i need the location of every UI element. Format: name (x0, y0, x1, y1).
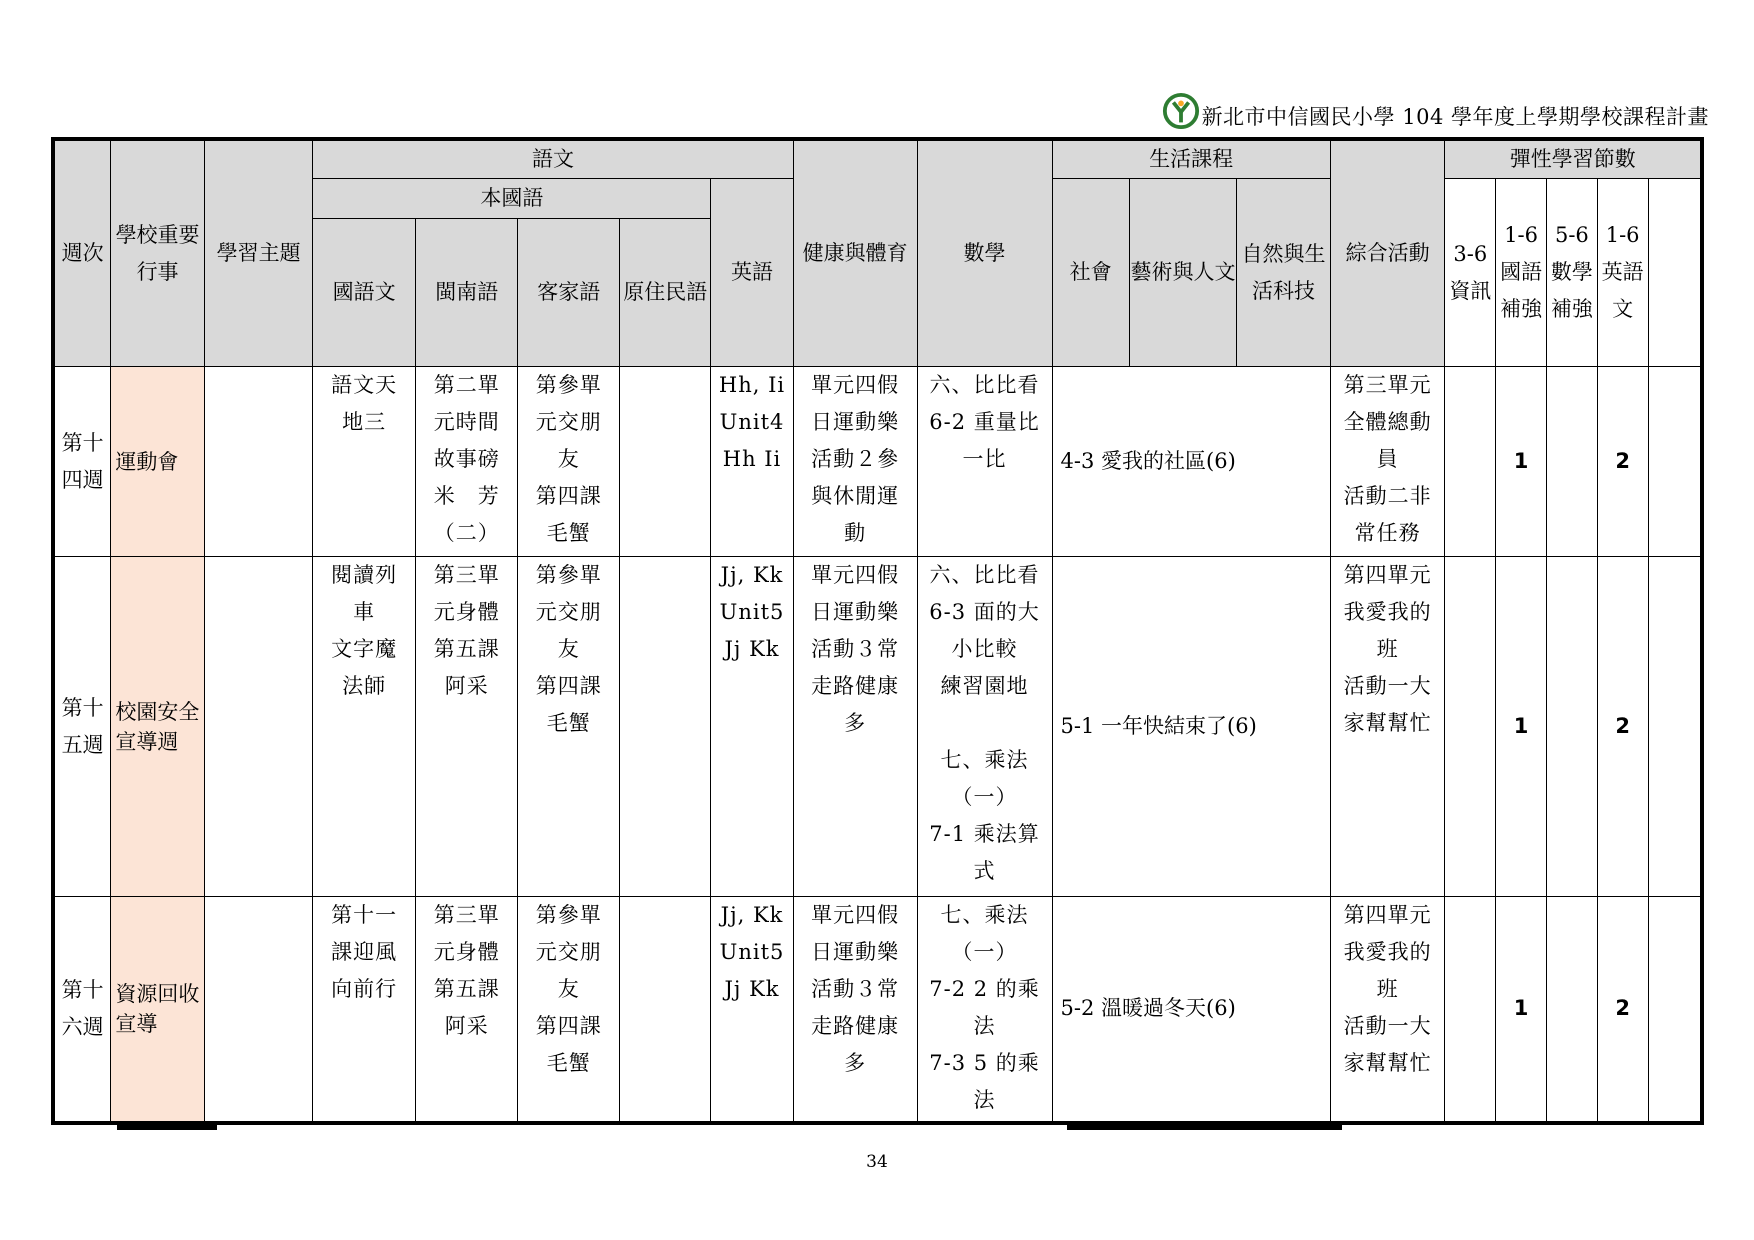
cell-line: 六、比比看 (929, 563, 1040, 587)
header-aboriginal: 原住民語 (620, 219, 711, 367)
cell-line: 活動一大 (1343, 674, 1432, 698)
cell-line: 活動２參 (811, 447, 900, 471)
cell-line: 元身體 (433, 600, 500, 624)
cell-line: 常任務 (1354, 521, 1421, 545)
cell-line: 班 (1376, 977, 1399, 1001)
cell-line: 家幫幫忙 (1343, 1051, 1432, 1075)
cell-line: 動 (844, 521, 867, 545)
cell-line: 元交朋 (535, 600, 602, 624)
cell-line: 七、乘法 (940, 903, 1029, 927)
cell-line: （一） (951, 785, 1018, 809)
cell-line: Unit4 (719, 410, 785, 434)
cell-line: Jj, Kk (720, 903, 784, 927)
cell-line: 毛蟹 (546, 521, 591, 545)
mandarin-cell (313, 367, 416, 557)
cell-line: 第四課 (535, 484, 602, 508)
header-minnan: 閩南語 (415, 219, 518, 367)
week-cell: 第十五週 (53, 557, 111, 897)
aboriginal-cell (620, 557, 711, 897)
cell-line: 第三單 (433, 563, 500, 587)
header-arts: 藝術與人文 (1129, 179, 1237, 367)
flex-math-cell (1546, 897, 1597, 1123)
english-cell (711, 557, 793, 897)
cell-line: 元交朋 (535, 410, 602, 434)
flex-english-cell: 2 (1597, 367, 1648, 557)
header-flex-info: 3-6資訊 (1445, 179, 1496, 367)
cell-line: 小比較 (951, 637, 1018, 661)
cell-line: 第五課 (433, 977, 500, 1001)
flex-info-cell (1445, 557, 1496, 897)
page-header (1162, 90, 1709, 130)
life-cell: 5-1 一年快結束了(6) (1052, 557, 1330, 897)
cell-line: 車 (353, 600, 376, 624)
document-title: 新北市中信國民小學 104 學年度上學期學校課程計畫 (1201, 105, 1709, 129)
header-flex-chinese: 1-6國語補強 (1496, 179, 1547, 367)
cell-line: 多 (844, 1051, 867, 1075)
cell-line: 與休閒運 (811, 484, 900, 508)
cell-line: 7-2 2 的乘 (929, 977, 1040, 1001)
cell-line: 元身體 (433, 940, 500, 964)
cell-line: 活動３常 (811, 637, 900, 661)
header-flex: 彈性學習節數 (1445, 139, 1702, 179)
cell-line: 元時間 (433, 410, 500, 434)
header-social: 社會 (1052, 179, 1129, 367)
cell-line: 6-2 重量比 (929, 410, 1040, 434)
flex-extra-cell (1648, 897, 1702, 1123)
cell-line: 我愛我的 (1343, 600, 1432, 624)
header-flex-english: 1-6英語文 (1597, 179, 1648, 367)
minnan-cell (415, 897, 518, 1123)
flex-info-cell (1445, 897, 1496, 1123)
table-row (53, 367, 1702, 557)
cell-line: 法 (973, 1014, 996, 1038)
footer-rule (1067, 1125, 1342, 1130)
flex-extra-cell (1648, 367, 1702, 557)
math-cell (917, 557, 1052, 897)
cell-line: 全體總動 (1343, 410, 1432, 434)
cell-line: 第十一 (331, 903, 398, 927)
aboriginal-cell (620, 897, 711, 1123)
cell-line: 友 (557, 977, 580, 1001)
cell-line: 單元四假 (811, 373, 900, 397)
header-life: 生活課程 (1052, 139, 1330, 179)
cell-line: 法師 (342, 674, 387, 698)
header-event: 學校重要行事 (111, 139, 204, 367)
theme-cell (204, 557, 313, 897)
cell-line: 家幫幫忙 (1343, 711, 1432, 735)
english-cell (711, 897, 793, 1123)
week-cell: 第十六週 (53, 897, 111, 1123)
flex-english-cell: 2 (1597, 557, 1648, 897)
cell-line: 日運動樂 (811, 600, 900, 624)
cell-line (918, 705, 1052, 742)
cell-line: 阿采 (444, 1014, 489, 1038)
cell-line: Jj Kk (724, 637, 780, 661)
cell-line: 友 (557, 637, 580, 661)
health-cell (793, 897, 917, 1123)
flex-info-cell (1445, 367, 1496, 557)
cell-line: 元交朋 (535, 940, 602, 964)
hakka-cell (518, 367, 620, 557)
cell-line: 走路健康 (811, 1014, 900, 1038)
cell-line: 第四單元 (1343, 563, 1432, 587)
header-mandarin: 國語文 (313, 219, 416, 367)
cell-line: 第參單 (535, 903, 602, 927)
hakka-cell (518, 557, 620, 897)
cell-line: （一） (951, 940, 1018, 964)
flex-chinese-cell: 1 (1496, 897, 1547, 1123)
header-flex-extra (1648, 179, 1702, 367)
event-cell: 資源回收宣導 (111, 897, 204, 1123)
life-cell: 4-3 愛我的社區(6) (1052, 367, 1330, 557)
cell-line: 第參單 (535, 563, 602, 587)
cell-line: 一比 (962, 447, 1007, 471)
cell-line: Unit5 (719, 940, 785, 964)
cell-line: 式 (973, 859, 996, 883)
minnan-cell (415, 557, 518, 897)
english-cell (711, 367, 793, 557)
cell-line: 活動一大 (1343, 1014, 1432, 1038)
header-theme: 學習主題 (204, 139, 313, 367)
cell-line: 毛蟹 (546, 711, 591, 735)
mandarin-cell (313, 557, 416, 897)
page-number: 34 (866, 1152, 888, 1172)
mandarin-cell (313, 897, 416, 1123)
cell-line: 我愛我的 (1343, 940, 1432, 964)
integrated-cell (1330, 897, 1445, 1123)
integrated-cell (1330, 557, 1445, 897)
flex-chinese-cell: 1 (1496, 557, 1547, 897)
flex-english-cell: 2 (1597, 897, 1648, 1123)
header-math: 數學 (917, 139, 1052, 367)
cell-line: 班 (1376, 637, 1399, 661)
hakka-cell (518, 897, 620, 1123)
flex-math-cell (1546, 367, 1597, 557)
cell-line: Hh, Ii (718, 373, 786, 397)
health-cell (793, 557, 917, 897)
cell-line: 毛蟹 (546, 1051, 591, 1075)
cell-line: 課迎風 (331, 940, 398, 964)
header-hakka: 客家語 (518, 219, 620, 367)
cell-line: （二） (433, 521, 500, 545)
cell-line: 阿采 (444, 674, 489, 698)
cell-line: 七、乘法 (940, 748, 1029, 772)
header-flex-math: 5-6數學補強 (1546, 179, 1597, 367)
curriculum-table (51, 137, 1704, 1125)
cell-line: 第四單元 (1343, 903, 1432, 927)
cell-line: 第四課 (535, 1014, 602, 1038)
flex-extra-cell (1648, 557, 1702, 897)
life-cell: 5-2 溫暖過冬天(6) (1052, 897, 1330, 1123)
header-integrated: 綜合活動 (1330, 139, 1445, 367)
flex-chinese-cell: 1 (1496, 367, 1547, 557)
table-row (53, 897, 1702, 1123)
cell-line: 多 (844, 711, 867, 735)
header-science: 自然與生活科技 (1237, 179, 1330, 367)
cell-line: 日運動樂 (811, 410, 900, 434)
flex-math-cell (1546, 557, 1597, 897)
integrated-cell (1330, 367, 1445, 557)
theme-cell (204, 897, 313, 1123)
header-health: 健康與體育 (793, 139, 917, 367)
cell-line: 活動３常 (811, 977, 900, 1001)
cell-line: 法 (973, 1088, 996, 1112)
health-cell (793, 367, 917, 557)
cell-line: 6-3 面的大 (929, 600, 1040, 624)
math-cell (917, 367, 1052, 557)
cell-line: 員 (1376, 447, 1399, 471)
cell-line: 日運動樂 (811, 940, 900, 964)
cell-line: 閱讀列 (331, 563, 398, 587)
table-row (53, 557, 1702, 897)
aboriginal-cell (620, 367, 711, 557)
math-cell (917, 897, 1052, 1123)
cell-line: 練習園地 (940, 674, 1029, 698)
footer-rule (117, 1125, 217, 1130)
cell-line: 第三單 (433, 903, 500, 927)
cell-line: 友 (557, 447, 580, 471)
cell-line: 向前行 (331, 977, 398, 1001)
cell-line: 單元四假 (811, 903, 900, 927)
cell-line: 米 芳 (433, 484, 500, 508)
event-cell: 校園安全宣導週 (111, 557, 204, 897)
cell-line: 故事磅 (433, 447, 500, 471)
week-cell: 第十四週 (53, 367, 111, 557)
cell-line: 第四課 (535, 674, 602, 698)
cell-line: 第三單元 (1343, 373, 1432, 397)
cell-line: 第五課 (433, 637, 500, 661)
theme-cell (204, 367, 313, 557)
cell-line: 第參單 (535, 373, 602, 397)
cell-line: 活動二非 (1343, 484, 1432, 508)
event-cell: 運動會 (111, 367, 204, 557)
cell-line: 六、比比看 (929, 373, 1040, 397)
cell-line: Hh Ii (722, 447, 782, 471)
cell-line: 7-3 5 的乘 (929, 1051, 1040, 1075)
header-language: 語文 (313, 139, 793, 179)
cell-line: Jj, Kk (720, 563, 784, 587)
cell-line: Jj Kk (724, 977, 780, 1001)
cell-line: 語文天 (331, 373, 398, 397)
header-english: 英語 (711, 179, 793, 367)
cell-line: 地三 (342, 410, 387, 434)
cell-line: 單元四假 (811, 563, 900, 587)
cell-line: Unit5 (719, 600, 785, 624)
header-week: 週次 (53, 139, 111, 367)
school-logo-icon (1162, 92, 1200, 130)
header-native-language: 本國語 (313, 179, 711, 219)
cell-line: 走路健康 (811, 674, 900, 698)
cell-line: 7-1 乘法算 (929, 822, 1040, 846)
cell-line: 文字魔 (331, 637, 398, 661)
minnan-cell (415, 367, 518, 557)
cell-line: 第二單 (433, 373, 500, 397)
